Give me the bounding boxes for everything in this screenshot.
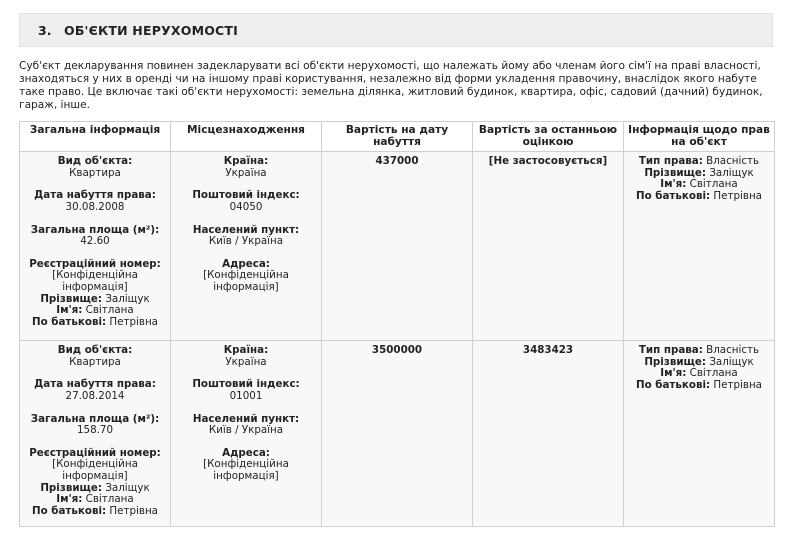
rights-surname-label: Прізвище: bbox=[644, 355, 707, 368]
section-number: 3. bbox=[38, 22, 52, 38]
rights-info-cell bbox=[624, 341, 775, 527]
reg-number-value: [Конфіденційна інформація] bbox=[52, 269, 138, 293]
settlement-value: Київ / Україна bbox=[208, 235, 284, 248]
object-type-label: Вид об'єкта: bbox=[57, 344, 133, 357]
general-info-cell bbox=[20, 152, 171, 341]
surname-label: Прізвище: bbox=[40, 481, 103, 494]
postal-label: Поштовий індекс: bbox=[192, 189, 300, 202]
section-title: ОБ'ЄКТИ НЕРУХОМОСТІ bbox=[64, 22, 238, 38]
right-type-label: Тип права: bbox=[638, 344, 703, 357]
country-value: Україна bbox=[225, 166, 267, 179]
patronymic-value: Петрівна bbox=[109, 504, 158, 517]
surname-value: Заліщук bbox=[105, 292, 150, 305]
settlement-label: Населений пункт: bbox=[192, 223, 300, 236]
patronymic-label: По батькові: bbox=[32, 315, 107, 328]
country-label: Країна: bbox=[223, 155, 269, 168]
address-label: Адреса: bbox=[222, 446, 270, 459]
acq-date-value: 27.08.2014 bbox=[65, 389, 125, 402]
name-label: Ім'я: bbox=[56, 493, 83, 506]
header-location: Місцезнаходження bbox=[171, 122, 322, 152]
right-type-label: Тип права: bbox=[638, 155, 703, 168]
reg-number-label: Реєстраційний номер: bbox=[29, 257, 161, 270]
country-value: Україна bbox=[225, 355, 267, 368]
table-header-row bbox=[20, 122, 775, 152]
reg-number-label: Реєстраційний номер: bbox=[29, 446, 161, 459]
object-type-value: Квартира bbox=[69, 166, 121, 179]
address-value: [Конфіденційна інформація] bbox=[203, 269, 289, 293]
right-type-value: Власність bbox=[706, 344, 760, 357]
acq-date-label: Дата набуття права: bbox=[34, 189, 156, 202]
cost-acquisition-cell bbox=[322, 152, 473, 341]
intro-text: Суб'єкт декларування повинен задекларувати всі об'єкти нерухомості, що належать йому або членам його сім'ї на праві власності, знаходяться у них в оренді чи на іншому праві користування, незалежно від форми укладення правочину, внаслідок якого набуте таке право. Це включає такі об'єкти нерухомості: земельна ділянка, житловий будинок, квартира, офіс, садовий (дачний) будинок, гараж, інше. bbox=[19, 60, 763, 111]
rights-surname-value: Заліщук bbox=[709, 166, 754, 179]
rights-name-value: Світлана bbox=[689, 178, 738, 191]
realty-table bbox=[19, 121, 775, 527]
cost-acquisition-value: 3500000 bbox=[371, 344, 423, 357]
rights-surname-value: Заліщук bbox=[709, 355, 754, 368]
location-cell bbox=[171, 152, 322, 341]
rights-patronymic-label: По батькові: bbox=[636, 189, 711, 202]
rights-patronymic-value: Петрівна bbox=[713, 378, 762, 391]
cost-last-valuation-cell bbox=[473, 341, 624, 527]
table-row bbox=[20, 341, 775, 527]
cost-last-valuation-value: 3483423 bbox=[522, 344, 574, 357]
settlement-value: Київ / Україна bbox=[208, 424, 284, 437]
table-row bbox=[20, 152, 775, 341]
acq-date-label: Дата набуття права: bbox=[34, 378, 156, 391]
header-cost-last-valuation: Вартість за останньою оцінкою bbox=[473, 122, 624, 152]
area-label: Загальна площа (м²): bbox=[30, 412, 160, 425]
rights-surname-label: Прізвище: bbox=[644, 166, 707, 179]
postal-value: 01001 bbox=[229, 389, 263, 402]
name-label: Ім'я: bbox=[56, 304, 83, 317]
general-info-cell bbox=[20, 341, 171, 527]
right-type-value: Власність bbox=[706, 155, 760, 168]
rights-name-label: Ім'я: bbox=[660, 367, 687, 380]
reg-number-value: [Конфіденційна інформація] bbox=[52, 458, 138, 482]
patronymic-value: Петрівна bbox=[109, 315, 158, 328]
section-header bbox=[19, 13, 773, 47]
object-type-value: Квартира bbox=[69, 355, 121, 368]
object-type-label: Вид об'єкта: bbox=[57, 155, 133, 168]
surname-label: Прізвище: bbox=[40, 292, 103, 305]
address-value: [Конфіденційна інформація] bbox=[203, 458, 289, 482]
settlement-label: Населений пункт: bbox=[192, 412, 300, 425]
surname-value: Заліщук bbox=[105, 481, 150, 494]
cost-last-valuation-value: [Не застосовується] bbox=[488, 155, 608, 168]
rights-patronymic-value: Петрівна bbox=[713, 189, 762, 202]
name-value: Світлана bbox=[85, 493, 134, 506]
rights-info-cell bbox=[624, 152, 775, 341]
header-general-info: Загальна інформація bbox=[20, 122, 171, 152]
postal-label: Поштовий індекс: bbox=[192, 378, 300, 391]
acq-date-value: 30.08.2008 bbox=[65, 200, 125, 213]
cost-acquisition-value: 437000 bbox=[375, 155, 419, 168]
rights-patronymic-label: По батькові: bbox=[636, 378, 711, 391]
patronymic-label: По батькові: bbox=[32, 504, 107, 517]
rights-name-value: Світлана bbox=[689, 367, 738, 380]
header-cost-acquisition: Вартість на дату набуття bbox=[322, 122, 473, 152]
country-label: Країна: bbox=[223, 344, 269, 357]
area-value: 42.60 bbox=[80, 235, 110, 248]
cost-last-valuation-cell bbox=[473, 152, 624, 341]
area-label: Загальна площа (м²): bbox=[30, 223, 160, 236]
address-label: Адреса: bbox=[222, 257, 270, 270]
rights-name-label: Ім'я: bbox=[660, 178, 687, 191]
header-rights-info: Інформація щодо прав на об'єкт bbox=[624, 122, 775, 152]
cost-acquisition-cell bbox=[322, 341, 473, 527]
name-value: Світлана bbox=[85, 304, 134, 317]
area-value: 158.70 bbox=[76, 424, 114, 437]
postal-value: 04050 bbox=[229, 200, 263, 213]
location-cell bbox=[171, 341, 322, 527]
